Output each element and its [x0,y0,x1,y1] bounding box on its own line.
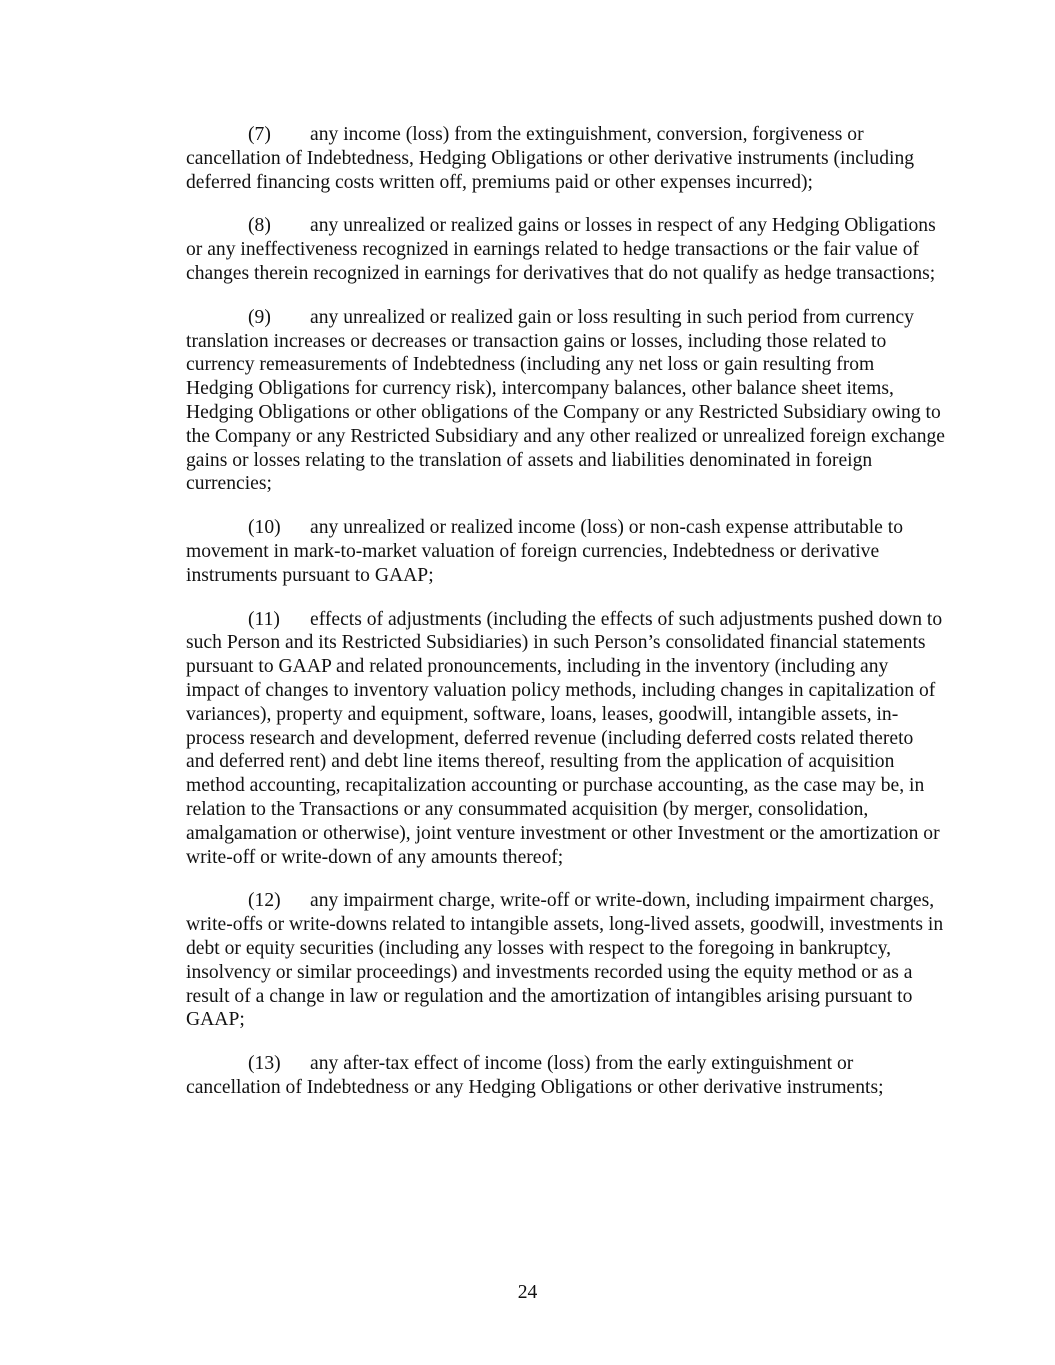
clause-10 [186,516,946,587]
clause-12 [186,889,946,1032]
clause-text: any unrealized or realized gain or loss resulting in such period from currency translation increases or decreases or transaction gains or losses, including those related to currency remeasurements of Indebtedness (including any net loss or gain resulting from Hedging Obligations for currency risk), intercompany balances, other balance sheet items, Hedging Obligations or other obligations of the Company or any Restricted Subsidiary owing to the Company or any Restricted Subsidiary and any other realized or unrealized foreign exchange gains or losses relating to the translation of assets and liabilities denominated in foreign currencies; [186,306,945,495]
clause-text: effects of adjustments (including the effects of such adjustments pushed down to such Person and its Restricted Subsidiaries) in such Person’s consolidated financial statements pursuant to GAAP and related pronouncements, including in the inventory (including any impact of changes to inventory valuation policy methods, including changes in capitalization of variances), property and equipment, software, loans, leases, goodwill, intangible assets, in-process research and development, deferred revenue (including deferred costs related thereto and deferred rent) and debt line items thereof, resulting from the application of acquisition method accounting, recapitalization accounting or purchase accounting, as the case may be, in relation to the Transactions or any consummated acquisition (by merger, consolidation, amalgamation or otherwise), joint venture investment or other Investment or the amortization or write-off or write-down of any amounts thereof; [186,608,943,868]
clause-number: (12) [248,890,281,912]
clause-number: (9) [248,306,271,328]
clause-number: (10) [248,517,281,539]
clause-9 [186,306,946,496]
page-number: 24 [517,1282,538,1303]
clause-text: any impairment charge, write-off or write-down, including impairment charges, write-offs or write-downs related to intangible assets, long-lived assets, goodwill, investments in debt or equity securities (including any losses with respect to the foregoing in bankruptcy, insolvency or similar proceedings) and investments recorded using the equity method or as a result of a change in law or regulation and the amortization of intangibles arising pursuant to GAAP; [186,890,944,1031]
clause-13 [186,1052,946,1100]
clause-text: any income (loss) from the extinguishment, conversion, forgiveness or cancellation of Indebtedness, Hedging Obligations or other derivative instruments (including deferred financing costs written off, premiums paid or other expenses incurred); [186,124,915,193]
clause-text: any unrealized or realized gains or losses in respect of any Hedging Obligations or any ineffectiveness recognized in earnings related to hedge transactions or the fair value of changes therein recognized in earnings for derivatives that do not qualify as hedge transactions; [186,215,936,284]
clause-11 [186,608,946,870]
clause-7 [186,123,946,194]
clause-number: (8) [248,215,271,237]
clause-8 [186,214,946,285]
clause-text: any after-tax effect of income (loss) from the early extinguishment or cancellation of Indebtedness or any Hedging Obligations or other derivative instruments; [186,1053,884,1098]
clause-number: (7) [248,124,271,145]
clause-number: (13) [248,1053,281,1075]
document-body [186,123,946,1120]
clause-number: (11) [248,608,280,630]
clause-text: any unrealized or realized income (loss) or non-cash expense attributable to movement in mark-to-market valuation of foreign currencies, Indebtedness or derivative instruments pursuant to GAAP; [186,517,904,586]
